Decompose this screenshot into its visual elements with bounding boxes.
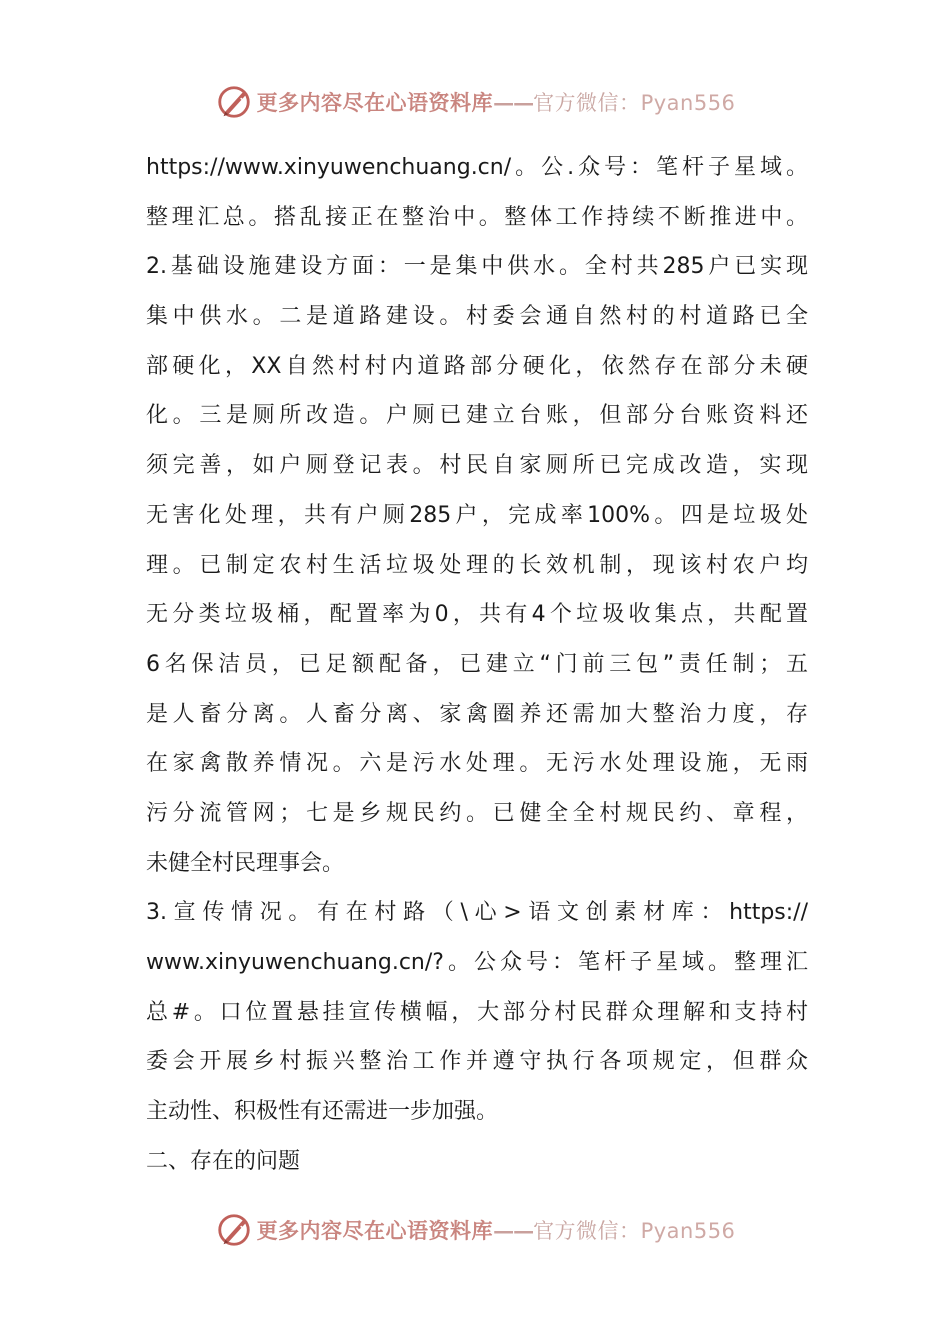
pen-logo-icon <box>215 83 253 121</box>
text-line: www.xinyuwenchuang.cn/?。公众号：笔杆子星域。整理汇 <box>146 950 808 975</box>
text-line: 6名保洁员，已足额配备，已建立“门前三包”责任制；五 <box>146 651 808 677</box>
watermark-wechat-id: Pyan556 <box>640 1219 736 1243</box>
text-line: 集中供水。二是道路建设。村委会通自然村的村道路已全 <box>146 304 808 330</box>
text-line: 委会开展乡村振兴整治工作并遵守执行各项规定，但群众 <box>146 1049 808 1075</box>
watermark-wechat-id: Pyan556 <box>640 91 736 115</box>
text-line: 理。已制定农村生活垃圾处理的长效机制，现该村农户均 <box>146 552 808 578</box>
watermark-separator: —— <box>493 1218 534 1243</box>
watermark-main: 更多内容尽在心语资料库 <box>256 1218 494 1243</box>
watermark-footer <box>0 1210 950 1250</box>
watermark-text <box>257 87 736 117</box>
text-line: 部硬化，XX自然村村内道路部分硬化，依然存在部分未硬 <box>146 353 808 379</box>
text-line: 化。三是厕所改造。户厕已建立台账，但部分台账资料还 <box>146 403 808 429</box>
text-line: 污分流管网；七是乡规民约。已健全全村规民约、章程， <box>146 800 808 826</box>
watermark-header <box>0 82 950 122</box>
watermark-text <box>257 1215 736 1245</box>
text-line: https://www.xinyuwenchuang.cn/。公.众号：笔杆子星域。 <box>146 155 808 180</box>
watermark-separator: —— <box>493 90 534 115</box>
text-line: 3.宣传情况。有在村路（\心>语文创素材库：https:// <box>146 900 808 926</box>
text-line: 须完善，如户厕登记表。村民自家厕所已完成改造，实现 <box>146 453 808 479</box>
text-line: 整理汇总。搭乱接正在整治中。整体工作持续不断推进中。 <box>146 204 808 230</box>
watermark-label: 官方微信： <box>533 1219 641 1243</box>
body-text <box>146 143 808 1186</box>
watermark-label: 官方微信： <box>533 91 641 115</box>
text-line: 未健全村民理事会。 <box>146 850 345 876</box>
text-line: 无分类垃圾桶，配置率为0，共有4个垃圾收集点，共配置 <box>146 602 808 628</box>
pen-logo-icon <box>215 1211 253 1249</box>
text-line: 2.基础设施建设方面：一是集中供水。全村共285户已实现 <box>146 254 808 280</box>
text-line: 无害化处理，共有户厕285户，完成率100%。四是垃圾处 <box>146 502 808 528</box>
text-line: 主动性、积极性有还需进一步加强。 <box>146 1099 499 1125</box>
watermark-main: 更多内容尽在心语资料库 <box>256 90 494 115</box>
text-line: 是人畜分离。人畜分离、家禽圈养还需加大整治力度，存 <box>146 701 808 727</box>
text-line: 在家禽散养情况。六是污水处理。无污水处理设施，无雨 <box>146 751 808 777</box>
text-line: 总#。口位置悬挂宣传横幅，大部分村民群众理解和支持村 <box>146 999 808 1025</box>
section-heading: 二、存在的问题 <box>146 1148 301 1174</box>
